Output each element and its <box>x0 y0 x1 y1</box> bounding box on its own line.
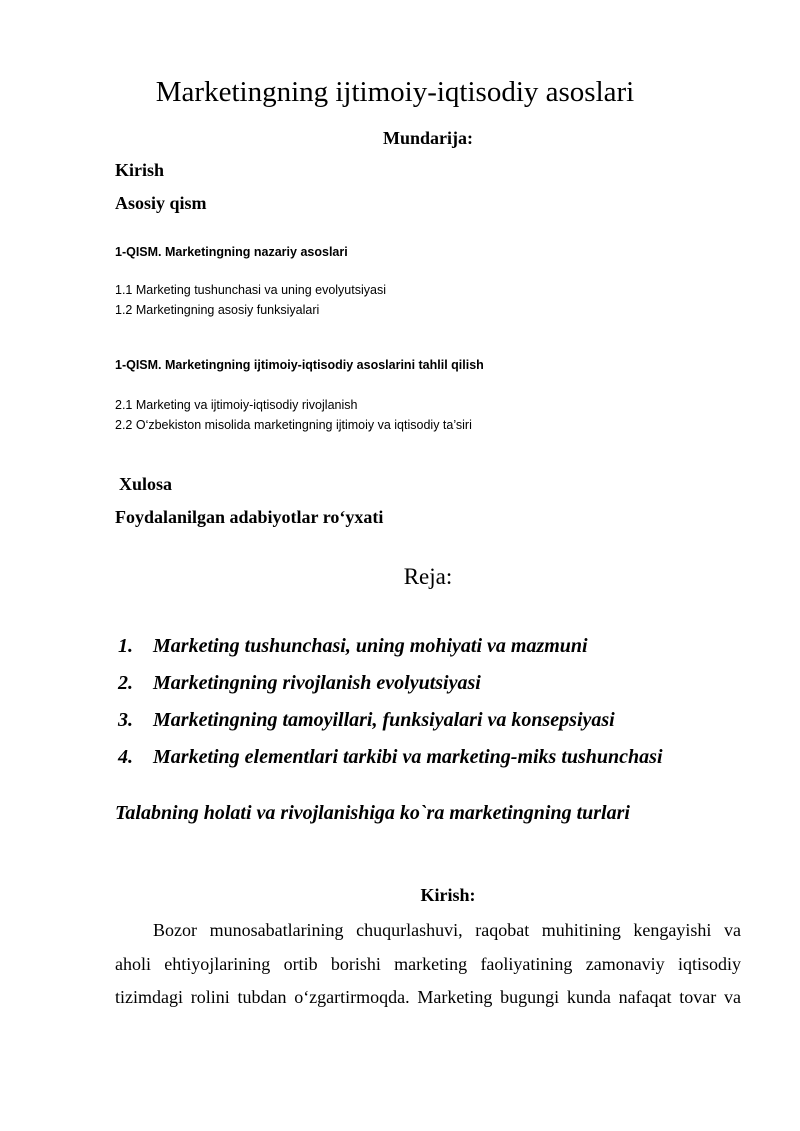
plan-list <box>115 635 663 783</box>
plan-heading: Reja: <box>403 564 453 589</box>
toc-conclusion: Xulosa <box>119 474 173 494</box>
plan-item-text: Marketing tushunchasi, uning mohiyati va mazmuni <box>153 635 588 657</box>
plan-item <box>115 672 663 709</box>
plan-item-number: 3. <box>118 709 133 731</box>
toc-part-2-item-2: 2.2 O‘zbekiston misolida marketingning ijtimoiy va iqtisodiy ta’siri <box>115 418 472 432</box>
plan-item-text: Marketingning tamoyillari, funksiyalari va konsepsiyasi <box>153 709 615 731</box>
plan-item-number: 2. <box>118 672 133 694</box>
intro-line: aholi ehtiyojlarining ortib borishi marketing faoliyatining zamonaviy iqtisodiy <box>115 953 741 974</box>
document-title: Marketingning ijtimoiy-iqtisodiy asoslari <box>155 76 635 108</box>
intro-line: tizimdagi rolini tubdan o‘zgartirmoqda. Marketing bugungi kunda nafaqat tovar va <box>115 987 741 1007</box>
plan-item-number: 4. <box>118 746 133 768</box>
plan-item <box>115 635 663 672</box>
toc-part-2-title: 1-QISM. Marketingning ijtimoiy-iqtisodiy asoslarini tahlil qilish <box>115 358 484 372</box>
toc-heading: Mundarija: <box>383 128 473 148</box>
toc-references: Foydalanilgan adabiyotlar ro‘yxati <box>115 507 384 527</box>
plan-item <box>115 709 663 746</box>
toc-part-1-item-1: 1.1 Marketing tushunchasi va uning evolyutsiyasi <box>115 283 386 297</box>
intro-paragraph <box>115 914 741 1015</box>
intro-heading: Kirish: <box>420 885 476 905</box>
intro-line <box>115 914 741 948</box>
plan-item-text: Marketing elementlari tarkibi va marketing-miks tushunchasi <box>153 746 663 768</box>
intro-line-text: Bozor munosabatlarining chuqurlashuvi, raqobat muhitining kengayishi va <box>153 920 741 940</box>
plan-item <box>115 746 663 783</box>
toc-part-1-title: 1-QISM. Marketingning nazariy asoslari <box>115 245 348 259</box>
plan-extra-title: Talabning holati va rivojlanishiga ko`ra marketingning turlari <box>115 802 630 824</box>
plan-item-text: Marketingning rivojlanish evolyutsiyasi <box>153 672 481 694</box>
toc-part-2-item-1: 2.1 Marketing va ijtimoiy-iqtisodiy rivojlanish <box>115 398 358 412</box>
plan-item-number: 1. <box>118 635 133 657</box>
toc-part-1-item-2: 1.2 Marketingning asosiy funksiyalari <box>115 303 320 317</box>
toc-main-part: Asosiy qism <box>115 193 207 213</box>
toc-intro: Kirish <box>115 160 165 180</box>
